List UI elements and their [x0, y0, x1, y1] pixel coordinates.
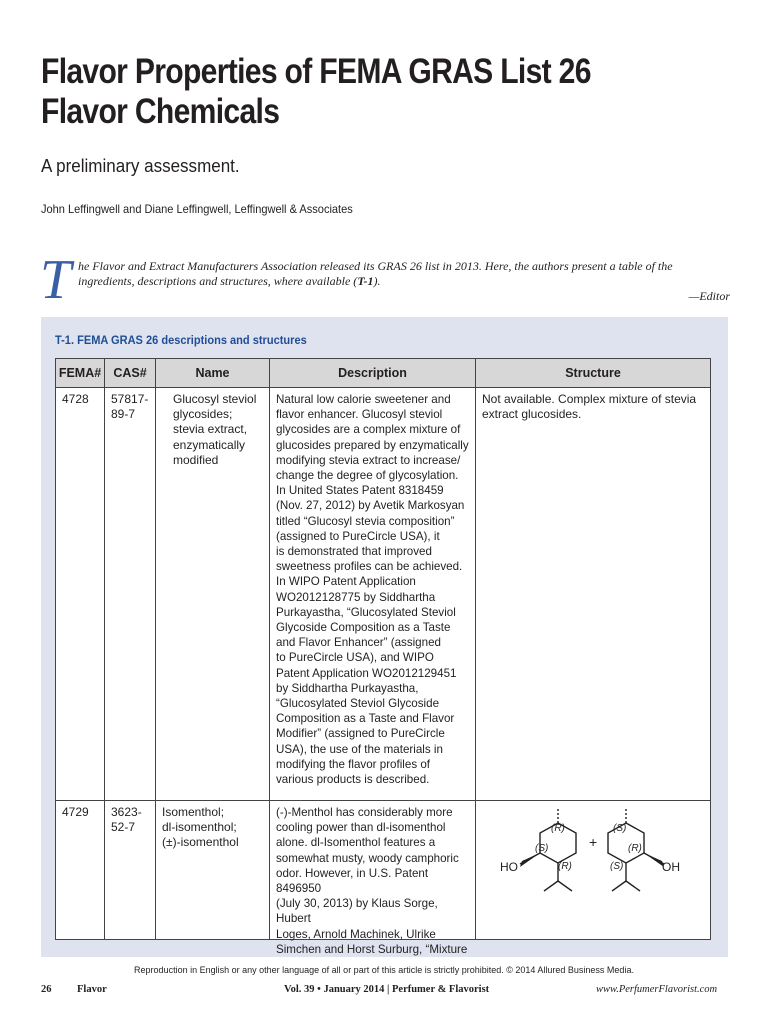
table-row-2-structure: [476, 801, 710, 939]
description-line: modifying the flavor profiles of: [276, 757, 431, 771]
cas-line: 52-7: [111, 820, 136, 835]
fema-value: 4728: [62, 392, 89, 406]
cas-line: 3623-: [111, 805, 142, 819]
intro-text-body: he Flavor and Extract Manufacturers Association released its GRAS 26 list in 2013. Here, the authors present a table of the ingredients, descriptions and structures, where available (: [78, 259, 673, 288]
description-line: change the degree of glycosylation.: [276, 469, 459, 483]
page-number: 26: [41, 984, 52, 995]
description-line: alone. dl-Isomenthol features a: [276, 836, 436, 850]
description-line: Modifier” (assigned to PureCircle: [276, 727, 445, 741]
right-hydroxyl-label: OH: [662, 860, 680, 874]
isomenthol-structure-diagram: [476, 801, 708, 937]
description-line: modifying stevia extract to increase/: [276, 453, 461, 467]
table-row-2-description: [270, 801, 476, 956]
drop-cap: T: [40, 249, 72, 311]
description-line: cooling power than dl-isomenthol: [276, 821, 446, 835]
col-header-structure: Structure: [476, 359, 710, 388]
section-name: Flavor: [77, 984, 107, 995]
col-header-fema: FEMA#: [56, 359, 105, 388]
plus-sign: +: [589, 834, 598, 850]
table-row-1-fema: [56, 388, 105, 800]
description-line: various products is described.: [276, 773, 430, 787]
title-line-1: Flavor Properties of FEMA GRAS List 26: [41, 52, 591, 91]
article-title: [41, 52, 643, 132]
col-header-description: Description: [270, 359, 476, 388]
table-row-1-structure: [476, 388, 710, 800]
copyright-notice: Reproduction in English or any other language of all or part of this article is strictly prohibited. © 2014 Allured Business Media.: [134, 965, 634, 975]
article-subtitle: A preliminary assessment.: [41, 155, 240, 176]
description-line: glycosides are a complex mixture of: [276, 423, 461, 437]
description-line: by Siddhartha Purkayastha,: [276, 681, 419, 695]
issue-info: Vol. 39 • January 2014 | Perfumer & Flavorist: [284, 984, 490, 995]
cas-line: 57817-: [111, 392, 149, 406]
description-line: is demonstrated that improved: [276, 545, 432, 559]
description-line: and Flavor Enhancer” (assigned: [276, 636, 441, 650]
description-line: Patent Application WO2012129451: [276, 666, 457, 680]
description-line: (Nov. 27, 2012) by Avetik Markosyan: [276, 499, 465, 513]
description-line: USA), the use of the materials in: [276, 742, 443, 756]
description-line: (July 30, 2013) by Klaus Sorge, Hubert: [276, 897, 438, 926]
right-label-3: (S): [610, 861, 624, 872]
table-panel: [41, 317, 728, 957]
table-title: T-1. FEMA GRAS 26 descriptions and structures: [55, 333, 307, 347]
description-line: Purkayastha, “Glucosylated Steviol: [276, 605, 456, 619]
name-line: stevia extract,: [173, 422, 248, 437]
description-line: In United States Patent 8318459: [276, 484, 444, 498]
table-row-1-description: [270, 388, 476, 800]
intro-text-end: ).: [373, 274, 381, 288]
description-line: flavor enhancer. Glucosyl steviol: [276, 408, 443, 422]
description-line: WO2012128775 by Siddhartha: [276, 590, 436, 604]
table-row-2-fema: [56, 801, 105, 939]
left-label-1: (R): [551, 823, 565, 834]
col-header-cas: CAS#: [105, 359, 156, 388]
description-line: odor. However, in U.S. Patent 8496950: [276, 866, 429, 896]
left-hydroxyl-label: HO: [500, 860, 518, 874]
editor-signature: —Editor: [688, 289, 730, 303]
right-label-1: (S): [613, 823, 627, 834]
table-row-1-cas: [105, 388, 156, 800]
description-line: glucosides prepared by enzymatically: [276, 438, 469, 452]
name-line: Glucosyl steviol: [173, 392, 257, 406]
description-line: In WIPO Patent Application: [276, 575, 416, 589]
table-row-1-name: [156, 388, 270, 800]
article-authors: John Leffingwell and Diane Leffingwell, Leffingwell & Associates: [41, 202, 353, 216]
description-line: somewhat musty, woody camphoric: [276, 851, 459, 865]
description-line: Composition as a Taste and Flavor: [276, 712, 455, 726]
name-line: dl-isomenthol;: [162, 820, 237, 835]
structure-line: Not available. Complex mixture of stevia: [482, 392, 697, 406]
fema-value: 4729: [62, 805, 89, 819]
right-label-2: (R): [628, 843, 642, 854]
description-line: Simchen and Horst Surburg, “Mixture: [276, 942, 468, 956]
title-line-2: Flavor Chemicals: [41, 92, 280, 131]
structure-line: extract glucosides.: [482, 407, 582, 422]
name-line: Isomenthol;: [162, 805, 225, 819]
intro-text: [78, 259, 730, 289]
description-line: Loges, Arnold Machinek, Ulrike: [276, 927, 436, 941]
name-line: enzymatically: [173, 437, 246, 452]
name-line: (±)-isomenthol: [162, 835, 239, 850]
name-line: modified: [173, 452, 219, 467]
description-line: Natural low calorie sweetener and: [276, 393, 451, 406]
left-label-3: (R): [558, 861, 572, 872]
table-row-2-cas: [105, 801, 156, 939]
col-header-name: Name: [156, 359, 270, 388]
description-line: Glycoside Composition as a Taste: [276, 621, 451, 635]
data-table: [55, 358, 711, 956]
description-line: sweetness profiles can be achieved.: [276, 560, 463, 574]
table-row-2-name: [156, 801, 270, 939]
cas-line: 89-7: [111, 407, 136, 422]
website-link[interactable]: www.PerfumerFlavorist.com: [596, 984, 718, 995]
description-line: (-)-Menthol has considerably more: [276, 806, 453, 819]
description-line: (assigned to PureCircle USA), it: [276, 529, 440, 543]
left-label-2: (S): [535, 843, 549, 854]
description-line: titled “Glucosyl stevia composition”: [276, 514, 455, 528]
table-reference-link[interactable]: T-1: [357, 274, 374, 288]
description-line: to PureCircle USA), and WIPO: [276, 651, 434, 665]
description-line: “Glucosylated Steviol Glycoside: [276, 697, 440, 711]
name-line: glycosides;: [173, 407, 233, 422]
